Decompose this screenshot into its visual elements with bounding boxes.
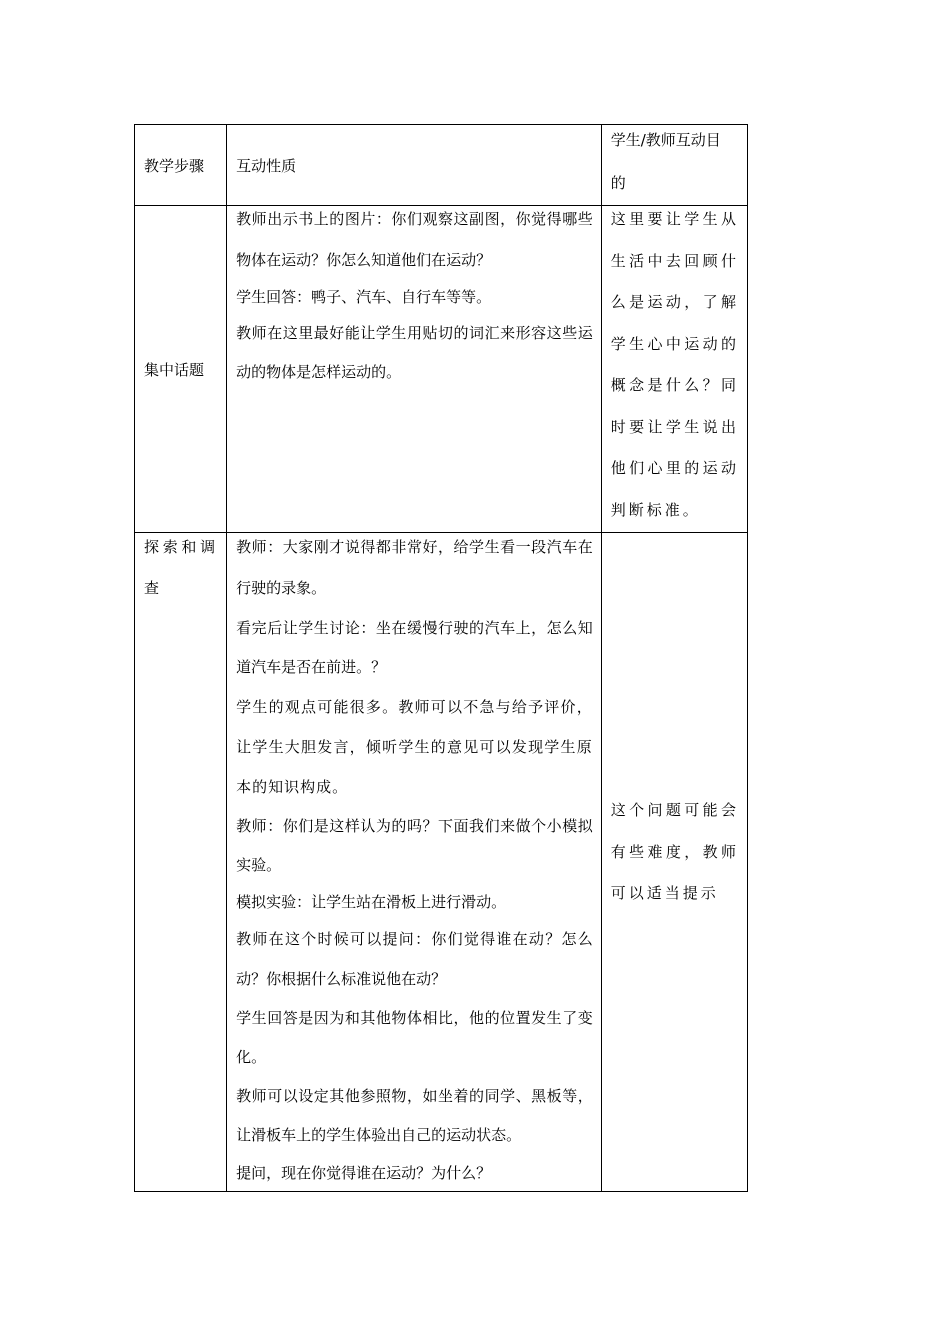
purpose-cell bbox=[601, 533, 747, 1192]
header-step-cell bbox=[135, 125, 227, 206]
purpose-cell bbox=[601, 206, 747, 533]
header-interaction-label: 互动性质 bbox=[236, 156, 297, 175]
interaction-cell bbox=[227, 533, 602, 1192]
header-purpose-cell bbox=[601, 125, 747, 206]
interaction-paragraph: 教师在这里最好能让学生用贴切的词汇来形容这些运动的物体是怎样运动的。 bbox=[236, 324, 593, 381]
interaction-paragraph: 学生回答：鸭子、汽车、自行车等等。 bbox=[236, 288, 492, 306]
lesson-plan-table bbox=[134, 124, 748, 1192]
interaction-paragraph: 教师出示书上的图片：你们观察这副图，你觉得哪些物体在运动？你怎么知道他们在运动？ bbox=[236, 210, 593, 269]
purpose-text: 这里要让学生从生活中去回顾什么是运动，了解学生心中运动的概念是什么？同时要让学生说出他们心里的运动判断标准。 bbox=[610, 210, 739, 519]
header-step-label: 教学步骤 bbox=[144, 156, 205, 175]
table-row-focus-topic bbox=[135, 206, 748, 533]
interaction-paragraph: 提问，现在你觉得谁在运动？为什么？ bbox=[236, 1164, 492, 1182]
header-interaction-cell bbox=[227, 125, 602, 206]
purpose-text: 这个问题可能会有些难度，教师可以适当提示 bbox=[610, 801, 739, 902]
header-purpose-line: 学生/教师互动目 bbox=[610, 131, 721, 149]
interaction-paragraph: 学生的观点可能很多。教师可以不急与给予评价，让学生大胆发言，倾听学生的意见可以发现学生原本的知识构成。 bbox=[236, 698, 593, 796]
step-label: 集中话题 bbox=[144, 360, 205, 379]
interaction-paragraph: 学生回答是因为和其他物体相比，他的位置发生了变化。 bbox=[236, 1009, 593, 1066]
header-purpose-line: 的 bbox=[610, 174, 626, 192]
interaction-paragraph: 教师：你们是这样认为的吗？下面我们来做个小模拟实验。 bbox=[236, 817, 593, 874]
step-cell bbox=[135, 533, 227, 1192]
step-cell bbox=[135, 206, 227, 533]
table-header-row bbox=[135, 125, 748, 206]
table-row-explore bbox=[135, 533, 748, 1192]
interaction-paragraph: 教师在这个时候可以提问：你们觉得谁在动？怎么动？你根据什么标准说他在动？ bbox=[236, 930, 593, 988]
step-label: 探索和调查 bbox=[144, 538, 219, 597]
interaction-paragraph: 模拟实验：让学生站在滑板上进行滑动。 bbox=[236, 893, 507, 911]
interaction-paragraph: 看完后让学生讨论：坐在缓慢行驶的汽车上，怎么知道汽车是否在前进。？ bbox=[236, 619, 593, 676]
interaction-paragraph: 教师可以设定其他参照物，如坐着的同学、黑板等，让滑板车上的学生体验出自己的运动状态。 bbox=[236, 1087, 593, 1144]
interaction-paragraph: 教师：大家刚才说得都非常好，给学生看一段汽车在行驶的录象。 bbox=[236, 538, 593, 597]
interaction-cell bbox=[227, 206, 602, 533]
